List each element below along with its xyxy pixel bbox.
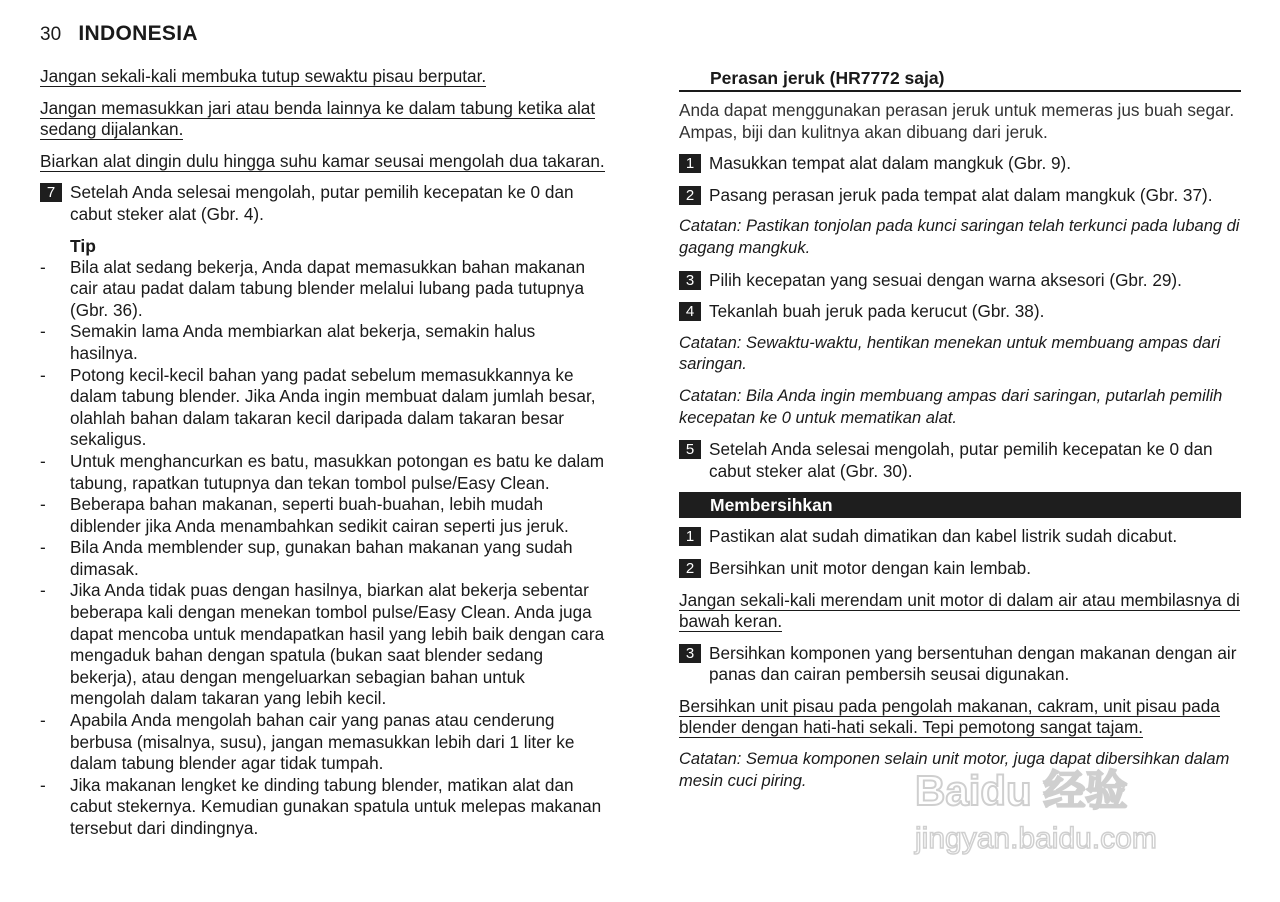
step-text: Tekanlah buah jeruk pada kerucut (Gbr. 38). [709,301,1045,322]
step-text: Setelah Anda selesai mengolah, putar pemilih kecepatan ke 0 dan cabut steker alat (Gbr. 30). [709,439,1213,481]
page-title: INDONESIA [78,22,198,45]
section-heading-citrus-press: Perasan jeruk (HR7772 saja) [679,66,1241,92]
step-5 [679,439,1241,482]
page-number: 30 [40,24,62,45]
step-text: Bersihkan unit motor dengan kain lembab. [709,557,1031,578]
watermark-url-text: jingyan.baidu.com [915,822,1157,855]
step-number-badge: 7 [40,183,62,202]
tip-item: - Untuk menghancurkan es batu, masukkan potongan es batu ke dalam tabung, rapatkan tutupnya dan tekan tombol pulse/Easy Clean. [40,450,605,493]
warning-paragraph: Jangan memasukkan jari atau benda lainnya ke dalam tabung ketika alat sedang dijalankan. [40,97,596,140]
tip-item: - Jika Anda tidak puas dengan hasilnya, biarkan alat bekerja sebentar beberapa kali dengan menekan tombol pulse/Easy Clean. Anda juga dapat mencoba untuk mendapatkan hasil yang lebih baik dengan cara mengaduk bahan dengan spatula (bukan saat blender sedang bekerja), atau dengan mengeluarkan sebagian bahan untuk mengolah dalam takaran yang lebih kecil. [40,580,605,709]
warning-paragraph: Jangan sekali-kali membuka tutup sewaktu pisau berputar. [40,66,487,86]
watermark-logo-text: Baidu 经验 [915,767,1128,814]
tip-item: - Semakin lama Anda membiarkan alat bekerja, semakin halus hasilnya. [40,321,536,363]
step-number-badge: 1 [679,527,701,546]
step-number-badge: 2 [679,186,701,205]
note: Catatan: Semua komponen selain unit motor, juga dapat dibersihkan dalam mesin cuci piring. [679,750,1230,790]
cleaning-step-3 [679,643,1241,686]
note: Catatan: Sewaktu-waktu, hentikan menekan untuk membuang ampas dari saringan. [679,333,1221,374]
step-4 [679,301,1241,323]
tip-list [40,257,605,840]
step-text: Pilih kecepatan yang sesuai dengan warna aksesori (Gbr. 29). [709,269,1182,290]
step-text: Pasang perasan jeruk pada tempat alat dalam mangkuk (Gbr. 37). [709,184,1213,205]
step-number-badge: 3 [679,271,701,290]
tip-item: - Apabila Anda mengolah bahan cair yang panas atau cenderung berbusa (misalnya, susu), jangan memasukkan lebih dari 1 liter ke dalam tabung blender agar tidak tumpah. [40,710,575,774]
tip-heading: Tip [70,235,96,256]
note: Catatan: Bila Anda ingin membuang ampas dari saringan, putarlah pemilih kecepatan ke 0 untuk mematikan alat. [679,386,1223,427]
warning-paragraph: Biarkan alat dingin dulu hingga suhu kamar seusai mengolah dua takaran. [40,150,605,171]
warning-paragraph: Bersihkan unit pisau pada pengolah makanan, cakram, unit pisau pada blender dengan hati-hati sekali. Tepi pemotong sangat tajam. [679,695,1220,738]
step-2 [679,185,1241,207]
step-number-badge: 3 [679,644,701,663]
intro-paragraph: Anda dapat menggunakan perasan jeruk untuk memeras jus buah segar. Ampas, biji dan kulitnya akan dibuang dari jeruk. [679,100,1235,142]
tip-item: - Potong kecil-kecil bahan yang padat sebelum memasukkannya ke dalam tabung blender. Jika Anda ingin membuat dalam jumlah besar, olahlah bahan dalam takaran kecil daripada dalam takaran besar sekaligus. [40,364,596,450]
step-7 [40,182,605,225]
tip-item: - Bila alat sedang bekerja, Anda dapat memasukkan bahan makanan cair atau padat dalam tabung blender melalui lubang pada tutupnya (Gbr. 36). [40,256,586,320]
step-number-badge: 5 [679,440,701,459]
step-text: Setelah Anda selesai mengolah, putar pemilih kecepatan ke 0 dan cabut steker alat (Gbr. 4). [70,182,574,224]
tip-item: - Bila Anda memblender sup, gunakan bahan makanan yang sudah dimasak. [40,537,573,579]
tip-item: - Beberapa bahan makanan, seperti buah-buahan, lebih mudah diblender jika Anda menambahkan sedikit cairan seperti jus jeruk. [40,494,569,536]
step-1 [679,153,1241,175]
step-3 [679,270,1241,292]
page-header [40,22,198,46]
section-heading-cleaning: Membersihkan [679,492,1241,518]
step-number-badge: 4 [679,302,701,321]
cleaning-step-1 [679,526,1241,548]
tip-item: - Jika makanan lengket ke dinding tabung blender, matikan alat dan cabut stekernya. Kemudian gunakan spatula untuk melepas makanan tersebut dari dindingnya. [40,774,602,838]
step-text: Bersihkan komponen yang bersentuhan dengan makanan dengan air panas dan cairan pembersih seusai digunakan. [709,642,1237,685]
note: Catatan: Pastikan tonjolan pada kunci saringan telah terkunci pada lubang di gagang mangkuk. [679,217,1240,257]
step-number-badge: 1 [679,154,701,173]
warning-paragraph: Jangan sekali-kali merendam unit motor di dalam air atau membilasnya di bawah keran. [679,589,1240,632]
cleaning-step-2 [679,558,1241,580]
step-text: Pastikan alat sudah dimatikan dan kabel listrik sudah dicabut. [709,526,1178,547]
step-number-badge: 2 [679,559,701,578]
left-column [40,66,605,840]
step-text: Masukkan tempat alat dalam mangkuk (Gbr. 9). [709,153,1072,174]
right-column [679,66,1241,802]
